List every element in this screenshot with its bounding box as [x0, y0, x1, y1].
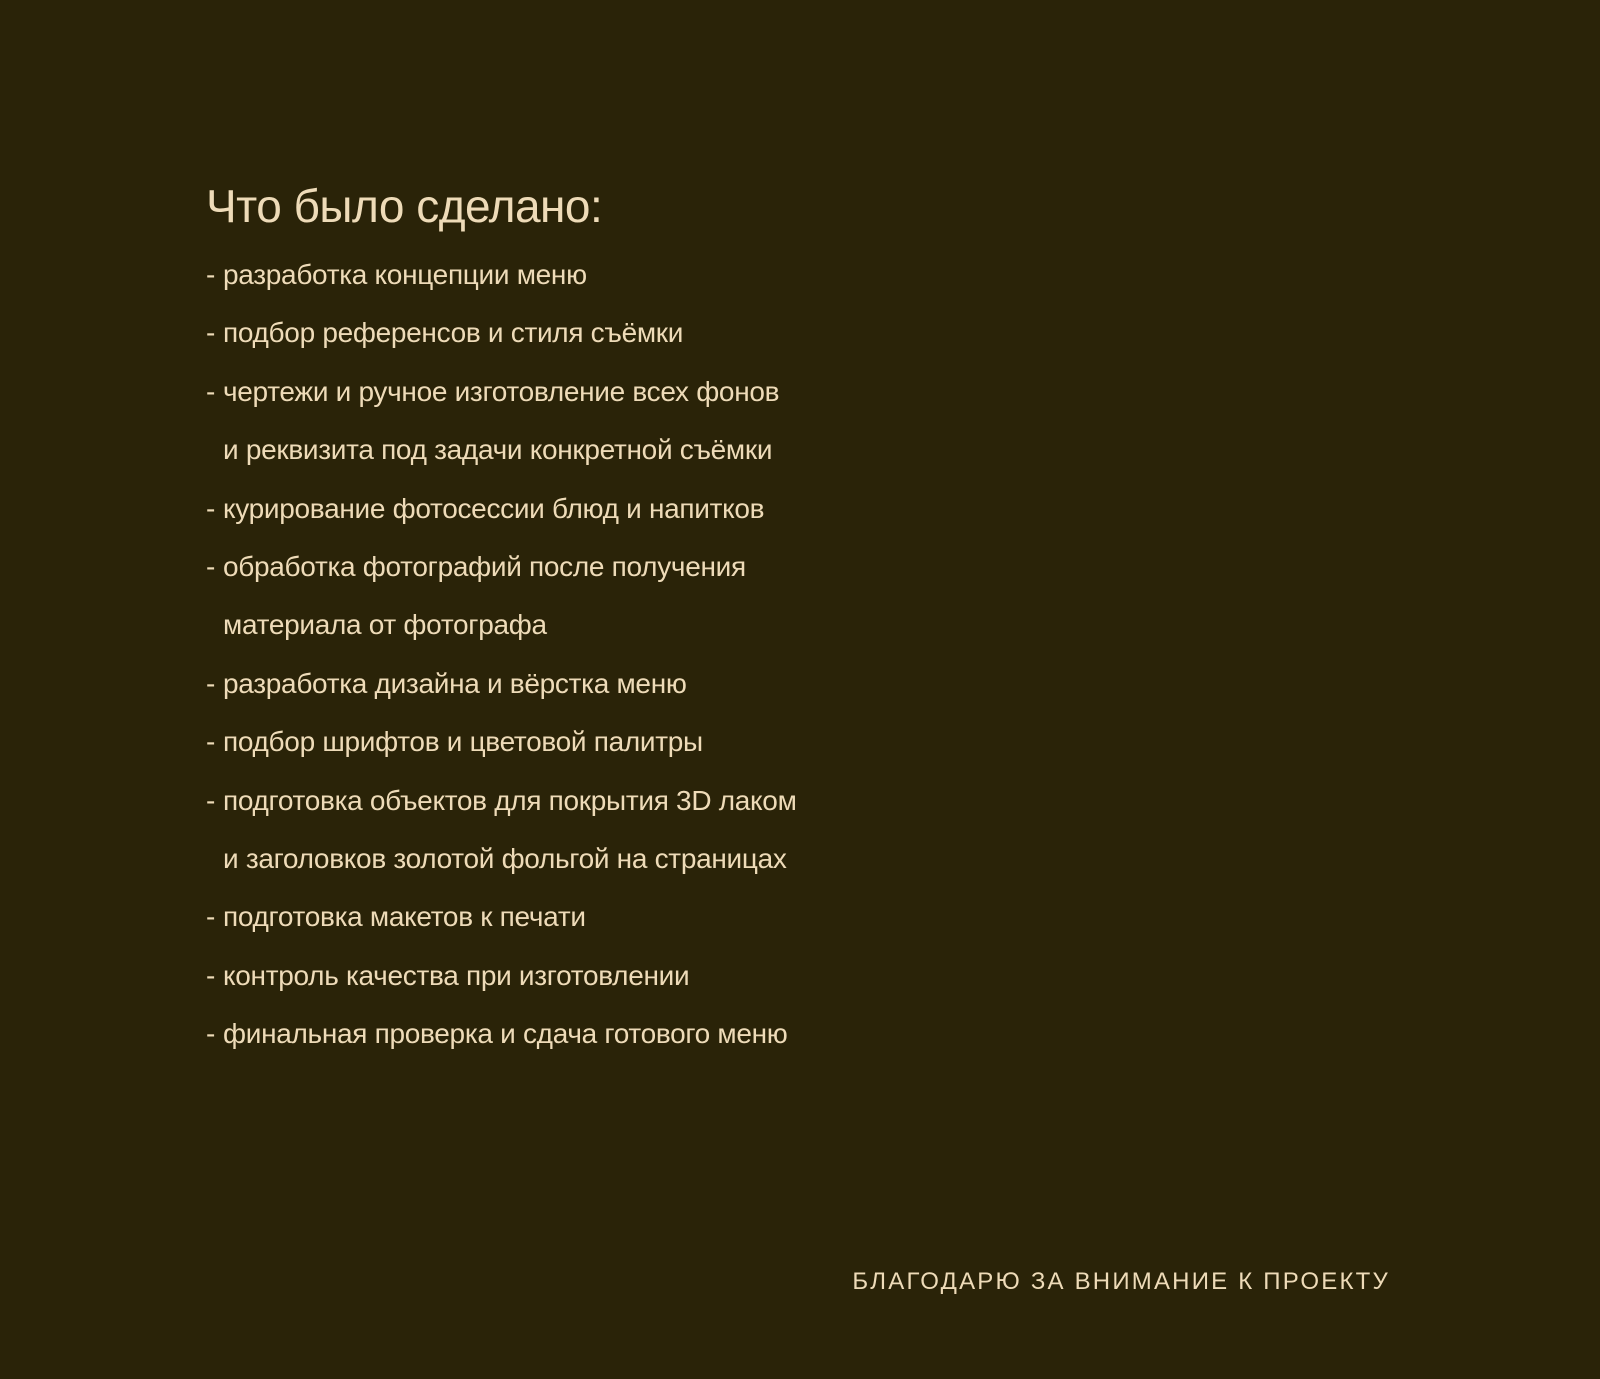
list-item: [206, 363, 1106, 421]
list-item: [206, 947, 1106, 1005]
list-bullet-dash: -: [206, 492, 216, 524]
list-bullet-dash: -: [206, 784, 216, 816]
list-item-continuation: и реквизита под задачи конкретной съёмки: [223, 434, 773, 466]
list-item-text: обработка фотографий после получения: [223, 550, 746, 582]
list-bullet-dash: -: [206, 259, 216, 290]
list-item: [206, 246, 1106, 304]
footer-thanks: БЛАГОДАРЮ ЗА ВНИМАНИЕ К ПРОЕКТУ: [852, 1268, 1390, 1295]
list-item: [206, 480, 1106, 538]
list-item-text: подготовка макетов к печати: [223, 901, 586, 933]
list-item-text: курирование фотосессии блюд и напитков: [223, 492, 765, 524]
list-item-text: подбор шрифтов и цветовой палитры: [223, 726, 703, 758]
list-item-text: подготовка объектов для покрытия 3D лаком: [223, 784, 797, 816]
list-item: [206, 538, 1106, 596]
list-bullet-dash: -: [206, 1018, 216, 1050]
list-item-text: разработка концепции меню: [223, 259, 587, 290]
list-item: [206, 1005, 1106, 1063]
list-item-text: разработка дизайна и вёрстка меню: [223, 667, 687, 699]
list-item-text: подбор референсов и стиля съёмки: [223, 317, 684, 349]
list-item: [206, 655, 1106, 713]
list-bullet-dash: -: [206, 375, 216, 407]
list-item-continuation: и заголовков золотой фольгой на страницах: [223, 842, 787, 874]
list-item-continuation: материала от фотографа: [223, 609, 547, 641]
list-bullet-dash: -: [206, 667, 216, 699]
list-bullet-dash: -: [206, 726, 216, 758]
work-summary: [206, 176, 1106, 1063]
work-list: [206, 246, 1106, 1063]
list-bullet-dash: -: [206, 317, 216, 349]
list-item: [206, 304, 1106, 362]
list-item: [206, 713, 1106, 771]
list-item: [206, 888, 1106, 946]
list-item-text: чертежи и ручное изготовление всех фонов: [223, 375, 780, 407]
page-title: Что было сделано:: [206, 180, 603, 232]
list-item-text: контроль качества при изготовлении: [223, 959, 690, 991]
list-bullet-dash: -: [206, 959, 216, 991]
list-item: [206, 772, 1106, 830]
list-item-text: финальная проверка и сдача готового меню: [223, 1018, 788, 1050]
list-bullet-dash: -: [206, 550, 216, 582]
list-bullet-dash: -: [206, 901, 216, 933]
